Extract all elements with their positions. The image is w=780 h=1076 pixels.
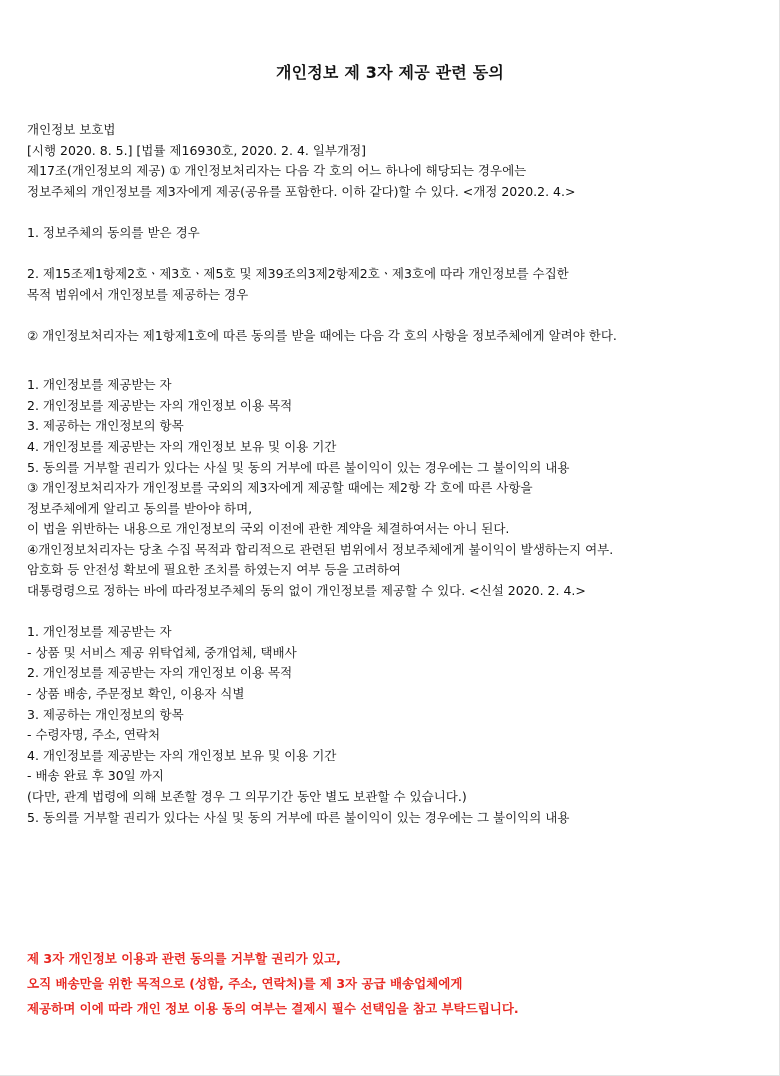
notice-line-1: 제 3자 개인정보 이용과 관련 동의를 거부할 권리가 있고, (27, 951, 341, 966)
document-title: 개인정보 제 3자 제공 관련 동의 (275, 63, 505, 82)
list-item: 3. 제공하는 개인정보의 항목 (27, 418, 184, 434)
clause4-line-2: 암호화 등 안전성 확보에 필요한 조치를 하였는지 여부 등을 고려하여 (27, 562, 401, 578)
clause4-line-3: 대통령령으로 정하는 바에 따라정보주체의 동의 없이 개인정보를 제공할 수 있다. <신설 2020. 2. 4.> (27, 583, 586, 599)
list-item: - 배송 완료 후 30일 까지 (27, 768, 164, 784)
list-item: - 상품 및 서비스 제공 위탁업체, 중개업체, 택배사 (27, 644, 297, 660)
clause3-line-3: 이 법을 위반하는 내용으로 개인정보의 국외 이전에 관한 계약을 체결하여서는 아니 된다. (27, 521, 510, 537)
list-item: 5. 동의를 거부할 권리가 있다는 사실 및 동의 거부에 따른 불이익이 있는 경우에는 그 불이익의 내용 (27, 459, 570, 475)
article17-intro-line-2: 정보주체의 개인정보를 제3자에게 제공(공유를 포함한다. 이하 같다)할 수 있다. <개정 2020.2. 4.> (27, 183, 576, 199)
list-item: - 수령자명, 주소, 연락처 (27, 727, 161, 743)
consent-notice (27, 946, 767, 1021)
list-item: 1. 개인정보를 제공받는 자 (27, 377, 172, 393)
notice-line-2: 오직 배송만을 위한 목적으로 (성함, 주소, 연락처)를 제 3자 공급 배송업체에게 (27, 976, 463, 991)
list-item: 1. 개인정보를 제공받는 자 (27, 624, 172, 640)
list-item: 2. 개인정보를 제공받는 자의 개인정보 이용 목적 (27, 665, 293, 681)
list-item: 4. 개인정보를 제공받는 자의 개인정보 보유 및 이용 기간 (27, 747, 337, 763)
clause4-line-1: ④개인정보처리자는 당초 수집 목적과 합리적으로 관련된 범위에서 정보주체에게 불이익이 발생하는지 여부. (27, 541, 614, 557)
list-item: 3. 제공하는 개인정보의 항목 (27, 706, 184, 722)
document-body (27, 120, 767, 828)
notice-line-3: 제공하며 이에 따라 개인 정보 이용 동의 여부는 결제시 필수 선택임을 참고 부탁드립니다. (27, 1001, 519, 1016)
article17-intro-line-1: 제17조(개인정보의 제공) ① 개인정보처리자는 다음 각 호의 어느 하나에 해당되는 경우에는 (27, 163, 527, 179)
clause1-item-2-line-2: 목적 범위에서 개인정보를 제공하는 경우 (27, 286, 249, 302)
list-item: (다만, 관계 법령에 의해 보존할 경우 그 의무기간 동안 별도 보관할 수 있습니다.) (27, 789, 467, 804)
list-item: 4. 개인정보를 제공받는 자의 개인정보 보유 및 이용 기간 (27, 438, 337, 454)
clause1-item-2-line-1: 2. 제15조제1항제2호ㆍ제3호ㆍ제5호 및 제39조의3제2항제2호ㆍ제3호에 따라 개인정보를 수집한 (27, 266, 569, 282)
list-item: 5. 동의를 거부할 권리가 있다는 사실 및 동의 거부에 따른 불이익이 있는 경우에는 그 불이익의 내용 (27, 809, 570, 825)
clause1-item-1: 1. 정보주체의 동의를 받은 경우 (27, 224, 200, 240)
law-name: 개인정보 보호법 (27, 122, 116, 137)
list-item: - 상품 배송, 주문정보 확인, 이용자 식별 (27, 686, 245, 702)
law-reference: [시행 2020. 8. 5.] [법률 제16930호, 2020. 2. 4. 일부개정] (27, 142, 367, 158)
clause2-intro: ② 개인정보처리자는 제1항제1호에 따른 동의를 받을 때에는 다음 각 호의 사항을 정보주체에게 알려야 한다. (27, 327, 617, 343)
clause3-line-1: ③ 개인정보처리자가 개인정보를 국외의 제3자에게 제공할 때에는 제2항 각 호에 따른 사항을 (27, 480, 533, 496)
clause3-line-2: 정보주체에게 알리고 동의를 받아야 하며, (27, 500, 253, 516)
list-item: 2. 개인정보를 제공받는 자의 개인정보 이용 목적 (27, 397, 293, 413)
